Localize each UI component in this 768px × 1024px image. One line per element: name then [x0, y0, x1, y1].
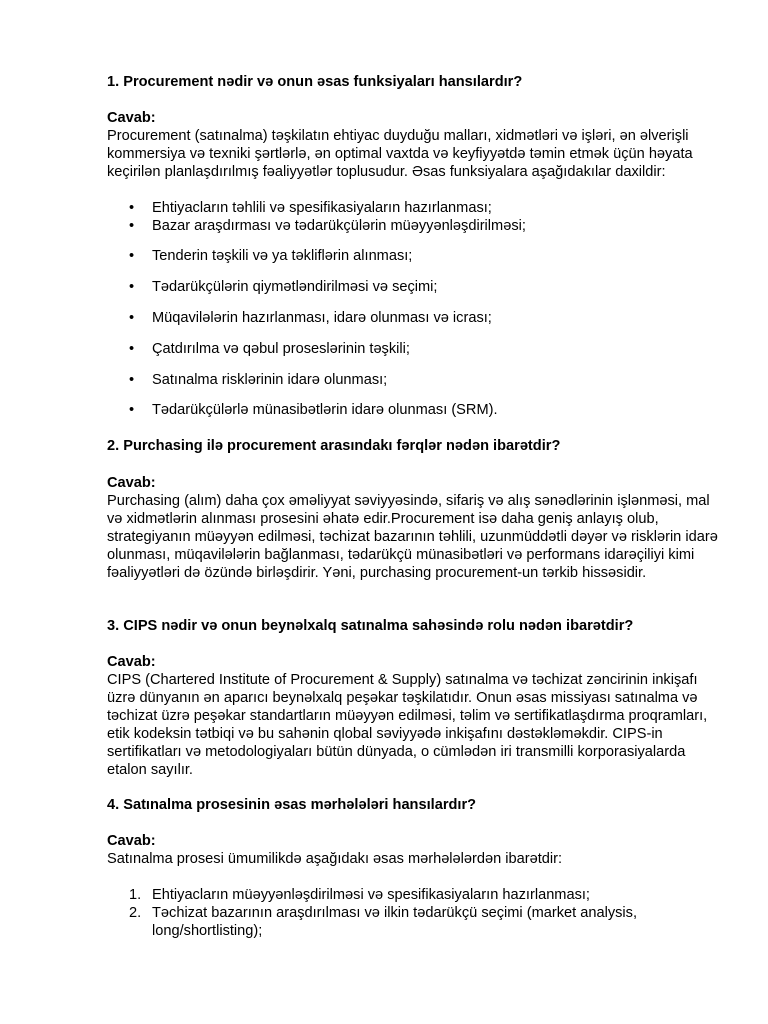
list-number: 1. [129, 887, 142, 903]
section-4 [107, 796, 727, 814]
question-2: 2. Purchasing ilə procurement arasındakı fərqlər nədən ibarətdir? [107, 438, 561, 454]
function-list-d [107, 309, 727, 327]
answer-4-text: Satınalma prosesi ümumilikdə aşağıdakı əsas mərhələlərdən ibarətdir: [107, 851, 563, 867]
list-number: 2. [129, 905, 142, 921]
bullet-icon: • [129, 279, 135, 295]
list-item: • Tenderin təşkili və ya təkliflərin alınması; [129, 248, 413, 264]
answer-2-text: Purchasing (alım) daha çox əməliyyat səviyyəsində, sifariş və alış sənədlərinin işlənməsi, mal və xidmətlərin alınması prosesini əhatə edir.Procurement isə daha geniş anlayış olub, strategiyanın müəyyən edilməsi, təchizat bazarının təhlili, uzunmüddətli dəyər və risklərin idarə olunması, müqavilələrin bağlanması, tədarükçü münasibətləri və performans idarəçiliyi kimi fəaliyyətləri də özündə birləşdirir. Yəni, purchasing procurement-un tərkib hissəsidir. [107, 493, 718, 581]
answer-1-text: Procurement (satınalma) təşkilatın ehtiyac duyduğu malları, xidmətləri və işləri, ən əlverişli kommersiya və texniki şərtlərlə, ən optimal vaxtda və keyfiyyətdə təmin etmək üçün həyata keçirilən planlaşdırılmış fəaliyyətlər toplusudur. Əsas funksiyalara aşağıdakılar daxildir: [107, 128, 693, 180]
list-item: • Bazar araşdırması və tədarükçülərin müəyyənləşdirilməsi; [129, 218, 526, 234]
question-4: 4. Satınalma prosesinin əsas mərhələləri hansılardır? [107, 797, 477, 813]
answer-3-block [107, 653, 727, 779]
answer-label-1: Cavab: [107, 110, 156, 126]
list-item: • Müqavilələrin hazırlanması, idarə olunması və icrası; [129, 310, 492, 326]
bullet-icon: • [129, 341, 135, 357]
bullet-icon: • [129, 218, 135, 234]
function-list-f [107, 371, 727, 389]
section-3 [107, 617, 727, 635]
section-2 [107, 437, 727, 455]
bullet-icon: • [129, 372, 135, 388]
answer-label-3: Cavab: [107, 654, 156, 670]
answer-3-text: CIPS (Chartered Institute of Procurement & Supply) satınalma və təchizat zəncirinin inkişafı üzrə dünyanın ən aparıcı beynəlxalq peşəkar təşkilatıdır. Onun əsas missiyası satınalma və təchizat üzrə peşəkar standartların müəyyən edilməsi, təlim və sertifikatlaşdırma proqramları, etik kodeksin tətbiqi və bu sahənin qlobal səviyyədə inkişafını dəstəkləməkdir. CIPS-in sertifikatları və metodologiyaları bütün dünyada, o cümlədən iri transmilli korporasiyalarda etalon sayılır. [107, 672, 708, 778]
function-list-e [107, 340, 727, 358]
function-list-b [107, 247, 727, 265]
answer-label-2: Cavab: [107, 475, 156, 491]
list-item: • Çatdırılma və qəbul proseslərinin təşkili; [129, 341, 410, 357]
list-item: • Satınalma risklərinin idarə olunması; [129, 372, 388, 388]
function-list-a [107, 199, 727, 235]
bullet-icon: • [129, 248, 135, 264]
answer-label-4: Cavab: [107, 833, 156, 849]
list-item: 2. Təchizat bazarının araşdırılması və ilkin tədarükçü seçimi (market analysis, long/shortlisting); [129, 905, 638, 939]
bullet-icon: • [129, 310, 135, 326]
bullet-icon: • [129, 402, 135, 418]
stages-list [107, 886, 727, 940]
answer-1-block [107, 109, 727, 181]
bullet-icon: • [129, 200, 135, 216]
list-item: 1. Ehtiyacların müəyyənləşdirilməsi və spesifikasiyaların hazırlanması; [129, 887, 590, 903]
function-list-c [107, 278, 727, 296]
question-1: 1. Procurement nədir və onun əsas funksiyaları hansılardır? [107, 74, 523, 90]
question-3: 3. CIPS nədir və onun beynəlxalq satınalma sahəsində rolu nədən ibarətdir? [107, 618, 634, 634]
list-item: • Ehtiyacların təhlili və spesifikasiyaların hazırlanması; [129, 200, 492, 216]
list-item: • Tədarükçülərin qiymətləndirilməsi və seçimi; [129, 279, 438, 295]
list-item: • Tədarükçülərlə münasibətlərin idarə olunması (SRM). [129, 402, 498, 418]
function-list-g [107, 401, 727, 419]
answer-2-block [107, 474, 727, 582]
section-1 [107, 73, 727, 91]
answer-4-block [107, 832, 727, 868]
